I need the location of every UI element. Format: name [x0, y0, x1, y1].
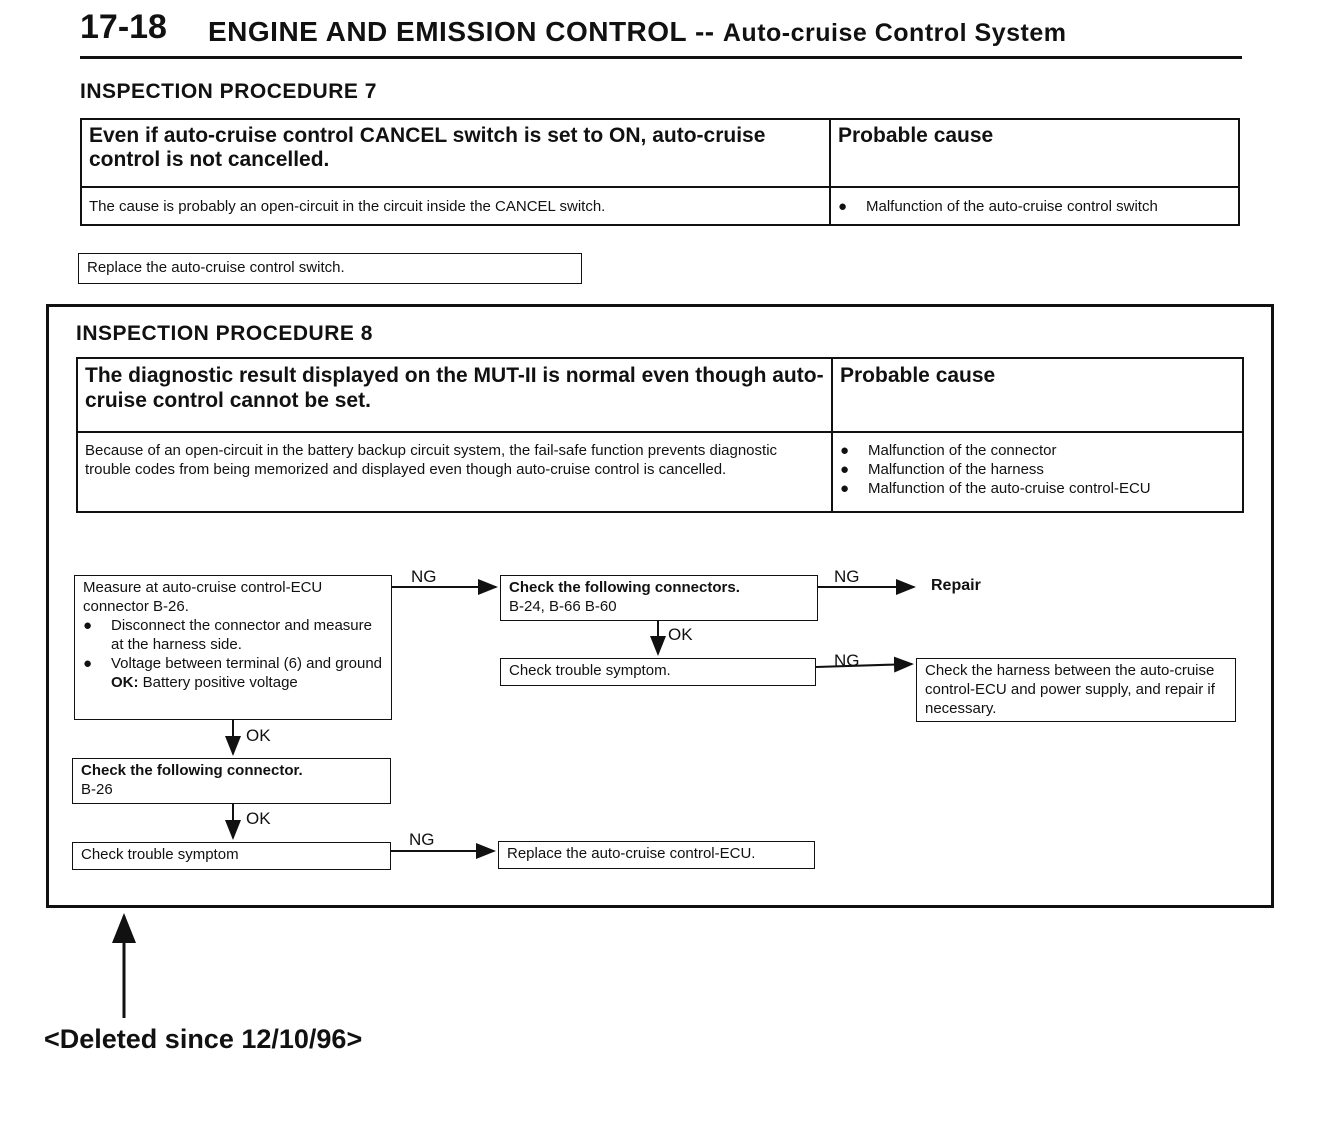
check-connector-box: Check the following connector. B-26: [72, 758, 391, 804]
subsection-title: Auto-cruise Control System: [722, 19, 1067, 47]
page-number: 17-18: [80, 8, 167, 46]
arrow-symptom-to-harness: [816, 664, 912, 667]
label-ng: NG: [411, 567, 437, 586]
label-ok: OK: [246, 726, 271, 745]
cause-item: ● Malfunction of the connector: [840, 442, 1057, 459]
label-ok: OK: [246, 809, 271, 828]
procedure8-cause-heading: Probable cause: [840, 364, 996, 387]
bullet-icon: ●: [840, 442, 850, 459]
bullet-icon: ●: [83, 655, 93, 672]
procedure8-symptom: The diagnostic result displayed on the MUT-II is normal even though auto-cruise control cannot be set.: [85, 364, 824, 412]
measure-bullet: ● Voltage between terminal (6) and ground: [83, 655, 383, 672]
replace-ecu-box: Replace the auto-cruise control-ECU.: [498, 841, 815, 869]
measure-box: Measure at auto-cruise control-ECU connector B-26. ● Disconnect the connector and measure at the harness side. ● Voltage between terminal (6) and ground OK: Battery positive voltage: [74, 575, 392, 720]
procedure7-title: INSPECTION PROCEDURE 7: [80, 80, 377, 103]
label-ng: NG: [834, 567, 860, 586]
check-harness-box: Check the harness between the auto-cruise control-ECU and power supply, and repair if necessary.: [916, 658, 1236, 722]
section-title: ENGINE AND EMISSION CONTROL: [208, 16, 687, 47]
title-separator: --: [694, 16, 715, 47]
check-symptom-box: Check trouble symptom: [72, 842, 391, 870]
procedure7-explanation: The cause is probably an open-circuit in the circuit inside the CANCEL switch.: [89, 197, 606, 215]
label-ng: NG: [409, 830, 435, 849]
bullet-icon: ●: [83, 617, 93, 634]
cause-item: ● Malfunction of the auto-cruise control switch: [838, 197, 1158, 215]
bullet-icon: ●: [838, 197, 848, 215]
repair-label: Repair: [931, 577, 981, 594]
cause-item: ● Malfunction of the auto-cruise control-ECU: [840, 480, 1151, 497]
label-ok: OK: [668, 625, 693, 644]
procedure8-title: INSPECTION PROCEDURE 8: [76, 322, 373, 345]
ok-criterion-value: Battery positive voltage: [142, 674, 298, 691]
bullet-icon: ●: [840, 480, 850, 497]
procedure8-explanation: Because of an open-circuit in the battery backup circuit system, the fail-safe function prevents diagnostic trouble codes from being memorized and displayed even though auto-cruise control is cancelled.: [85, 442, 778, 478]
measure-bullet: ● Disconnect the connector and measure at the harness side.: [83, 617, 372, 653]
label-ng: NG: [834, 651, 860, 670]
procedure7-cause-heading: Probable cause: [838, 124, 994, 147]
deleted-note: <Deleted since 12/10/96>: [44, 1024, 363, 1054]
cause-item: ● Malfunction of the harness: [840, 461, 1044, 478]
bullet-icon: ●: [840, 461, 850, 478]
procedure7-symptom: Even if auto-cruise control CANCEL switch is set to ON, auto-cruise control is not cancelled.: [89, 124, 766, 171]
procedure7-action-box: Replace the auto-cruise control switch.: [78, 253, 582, 284]
ok-criterion-label: OK:: [111, 674, 139, 691]
check-connectors-box: Check the following connectors. B-24, B-66 B-60: [500, 575, 818, 621]
check-symptom-box: Check trouble symptom.: [500, 658, 816, 686]
